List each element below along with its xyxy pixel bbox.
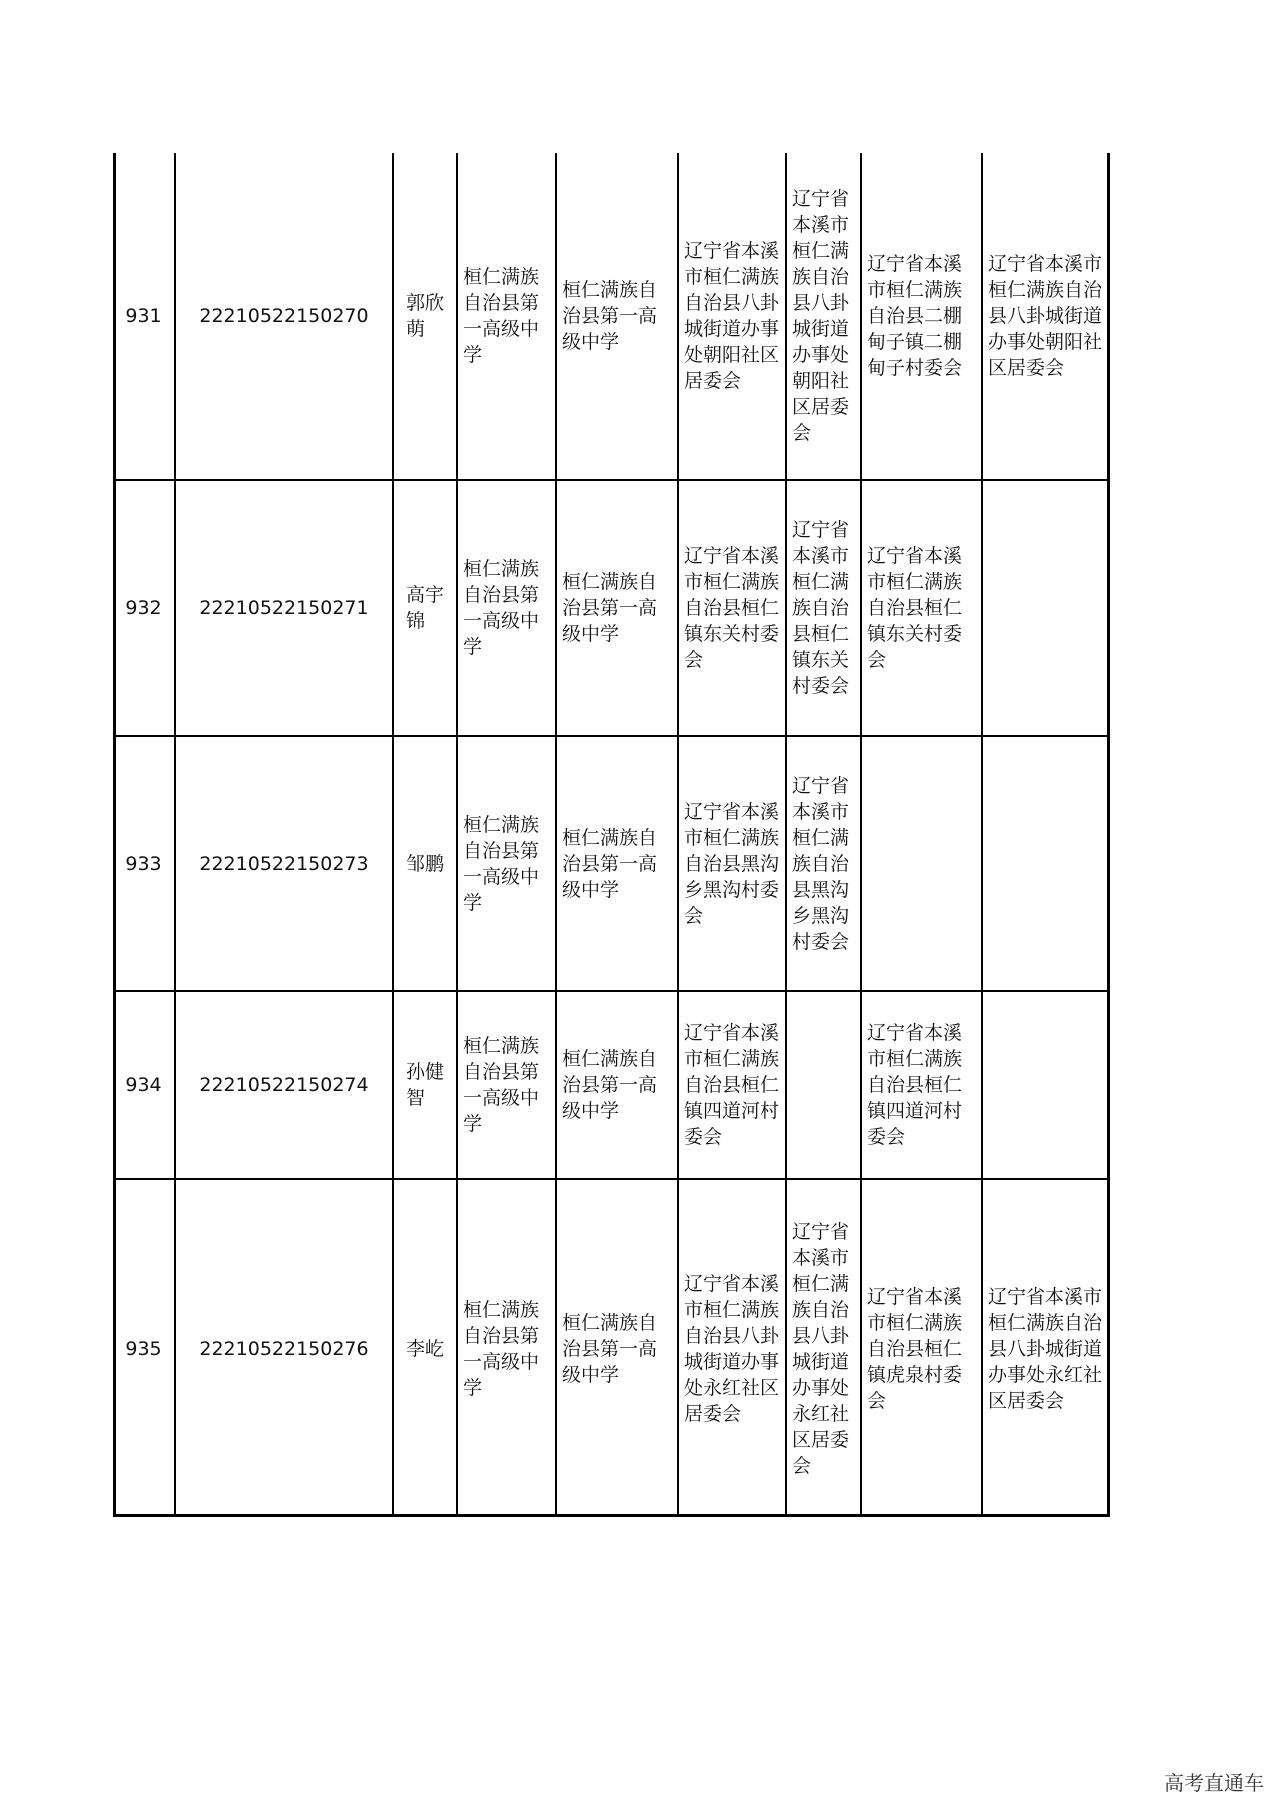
address-cell: [861, 736, 982, 991]
school-cell: 桓仁满族自治县第一高级中学: [556, 153, 678, 480]
table-row: [113, 736, 1110, 991]
address-cell: [786, 991, 861, 1179]
row-number: 933: [113, 736, 175, 991]
student-name: 李屹: [393, 1179, 457, 1517]
exam-id: 22210522150276: [175, 1179, 393, 1517]
table-row: [113, 1179, 1110, 1517]
school-cell: 桓仁满族自治县第一高级中学: [556, 991, 678, 1179]
student-name: 邹鹏: [393, 736, 457, 991]
address-cell: 辽宁省本溪市桓仁满族自治县八卦城街道办事处朝阳社区居委会: [982, 153, 1110, 480]
school-cell: 桓仁满族自治县第一高级中学: [457, 1179, 556, 1517]
table-row: [113, 991, 1110, 1179]
row-number: 935: [113, 1179, 175, 1517]
address-cell: 辽宁省本溪市桓仁满族自治县八卦城街道办事处永红社区居委会: [982, 1179, 1110, 1517]
row-number: 932: [113, 480, 175, 736]
table-row: [113, 153, 1110, 480]
school-cell: 桓仁满族自治县第一高级中学: [457, 736, 556, 991]
school-cell: 桓仁满族自治县第一高级中学: [556, 480, 678, 736]
address-cell: [982, 480, 1110, 736]
student-name: 孙健智: [393, 991, 457, 1179]
address-cell: 辽宁省本溪市桓仁满族自治县桓仁镇东关村委会: [861, 480, 982, 736]
address-cell: 辽宁省本溪市桓仁满族自治县八卦城街道办事处永红社区居委会: [786, 1179, 861, 1517]
address-cell: 辽宁省本溪市桓仁满族自治县八卦城街道办事处永红社区居委会: [678, 1179, 786, 1517]
address-cell: 辽宁省本溪市桓仁满族自治县桓仁镇四道河村委会: [861, 991, 982, 1179]
address-cell: 辽宁省本溪市桓仁满族自治县桓仁镇东关村委会: [786, 480, 861, 736]
address-cell: 辽宁省本溪市桓仁满族自治县二棚甸子镇二棚甸子村委会: [861, 153, 982, 480]
school-cell: 桓仁满族自治县第一高级中学: [457, 991, 556, 1179]
address-cell: [982, 991, 1110, 1179]
address-cell: 辽宁省本溪市桓仁满族自治县桓仁镇东关村委会: [678, 480, 786, 736]
address-cell: 辽宁省本溪市桓仁满族自治县桓仁镇四道河村委会: [678, 991, 786, 1179]
address-cell: 辽宁省本溪市桓仁满族自治县黑沟乡黑沟村委会: [786, 736, 861, 991]
exam-id: 22210522150274: [175, 991, 393, 1179]
student-name: 郭欣萌: [393, 153, 457, 480]
school-cell: 桓仁满族自治县第一高级中学: [556, 1179, 678, 1517]
row-number: 931: [113, 153, 175, 480]
row-number: 934: [113, 991, 175, 1179]
address-cell: 辽宁省本溪市桓仁满族自治县桓仁镇虎泉村委会: [861, 1179, 982, 1517]
exam-id: 22210522150273: [175, 736, 393, 991]
school-cell: 桓仁满族自治县第一高级中学: [457, 153, 556, 480]
student-name: 高宇锦: [393, 480, 457, 736]
address-cell: [982, 736, 1110, 991]
table-row: [113, 480, 1110, 736]
school-cell: 桓仁满族自治县第一高级中学: [457, 480, 556, 736]
address-cell: 辽宁省本溪市桓仁满族自治县黑沟乡黑沟村委会: [678, 736, 786, 991]
address-cell: 辽宁省本溪市桓仁满族自治县八卦城街道办事处朝阳社区居委会: [678, 153, 786, 480]
exam-id: 22210522150270: [175, 153, 393, 480]
school-cell: 桓仁满族自治县第一高级中学: [556, 736, 678, 991]
watermark-text: 高考直通车: [1164, 1771, 1264, 1795]
exam-id: 22210522150271: [175, 480, 393, 736]
student-records-table: [113, 153, 1110, 1517]
address-cell: 辽宁省本溪市桓仁满族自治县八卦城街道办事处朝阳社区居委会: [786, 153, 861, 480]
